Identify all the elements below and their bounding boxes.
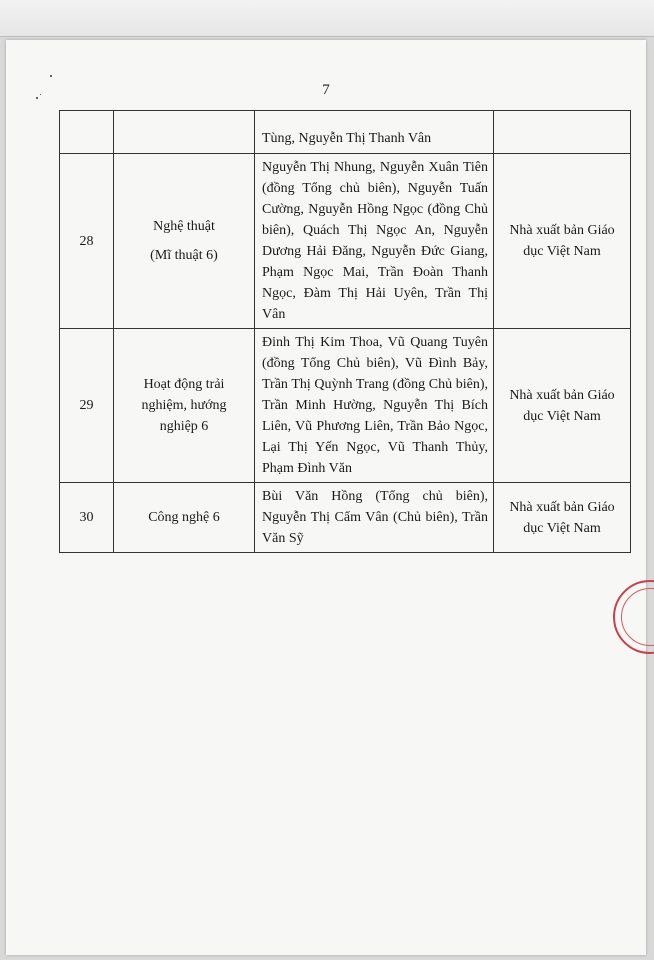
authors-cell: Đinh Thị Kim Thoa, Vũ Quang Tuyên (đồng Tổng Chủ biên), Vũ Đình Bảy, Trần Thị Quỳnh Trang (đồng Chủ biên), Trần Minh Hường, Nguyễn Thị Bích Liên, Vũ Phương Liên, Trần Bảo Ngọc, Lại Thị Yến Ngọc, Vũ Thanh Thủy, Phạm Đình Văn: [255, 329, 494, 483]
paper-speck: [50, 75, 52, 77]
document-page: [6, 40, 646, 955]
publisher-cell: Nhà xuất bản Giáo dục Việt Nam: [494, 483, 631, 553]
page-number: 7: [322, 82, 330, 98]
subject-line: nghiệm, hướng: [141, 398, 227, 413]
subject-line: Hoạt động trải: [143, 377, 225, 392]
row-number: 29: [60, 329, 114, 483]
row-number: [60, 111, 114, 154]
row-number: 30: [60, 483, 114, 553]
subject-cell: [114, 154, 255, 329]
textbook-table: [59, 110, 631, 553]
subject-cell: [114, 329, 255, 483]
table-row: [60, 483, 631, 553]
subject-cell: [114, 111, 255, 154]
table-row: [60, 111, 631, 154]
seal-inner-ring: [621, 588, 654, 646]
table-row: [60, 329, 631, 483]
row-number: 28: [60, 154, 114, 329]
authors-cell: Tùng, Nguyễn Thị Thanh Vân: [255, 111, 494, 154]
subject-line: Nghệ thuật: [153, 219, 215, 234]
subject-line: Công nghệ 6: [148, 510, 220, 525]
publisher-cell: [494, 111, 631, 154]
authors-cell: Bùi Văn Hồng (Tổng chủ biên), Nguyễn Thị Cẩm Vân (Chủ biên), Trần Văn Sỹ: [255, 483, 494, 553]
authors-cell: Nguyễn Thị Nhung, Nguyễn Xuân Tiên (đồng Tổng chủ biên), Nguyễn Tuấn Cường, Nguyễn Hồng Ngọc (đồng Chủ biên), Quách Thị Ngọc An, Nguyễn Dương Hải Đăng, Nguyễn Đức Giang, Phạm Ngọc Mai, Trần Đoàn Thanh Ngọc, Đàm Thị Hải Uyên, Trần Thị Vân: [255, 154, 494, 329]
publisher-cell: Nhà xuất bản Giáo dục Việt Nam: [494, 329, 631, 483]
previous-page-edge: [0, 0, 654, 37]
subject-line: nghiệp 6: [159, 419, 209, 434]
subject-line: (Mĩ thuật 6): [150, 248, 218, 263]
official-seal-icon: [613, 580, 654, 654]
table-row: [60, 154, 631, 329]
subject-cell: [114, 483, 255, 553]
publisher-cell: Nhà xuất bản Giáo dục Việt Nam: [494, 154, 631, 329]
